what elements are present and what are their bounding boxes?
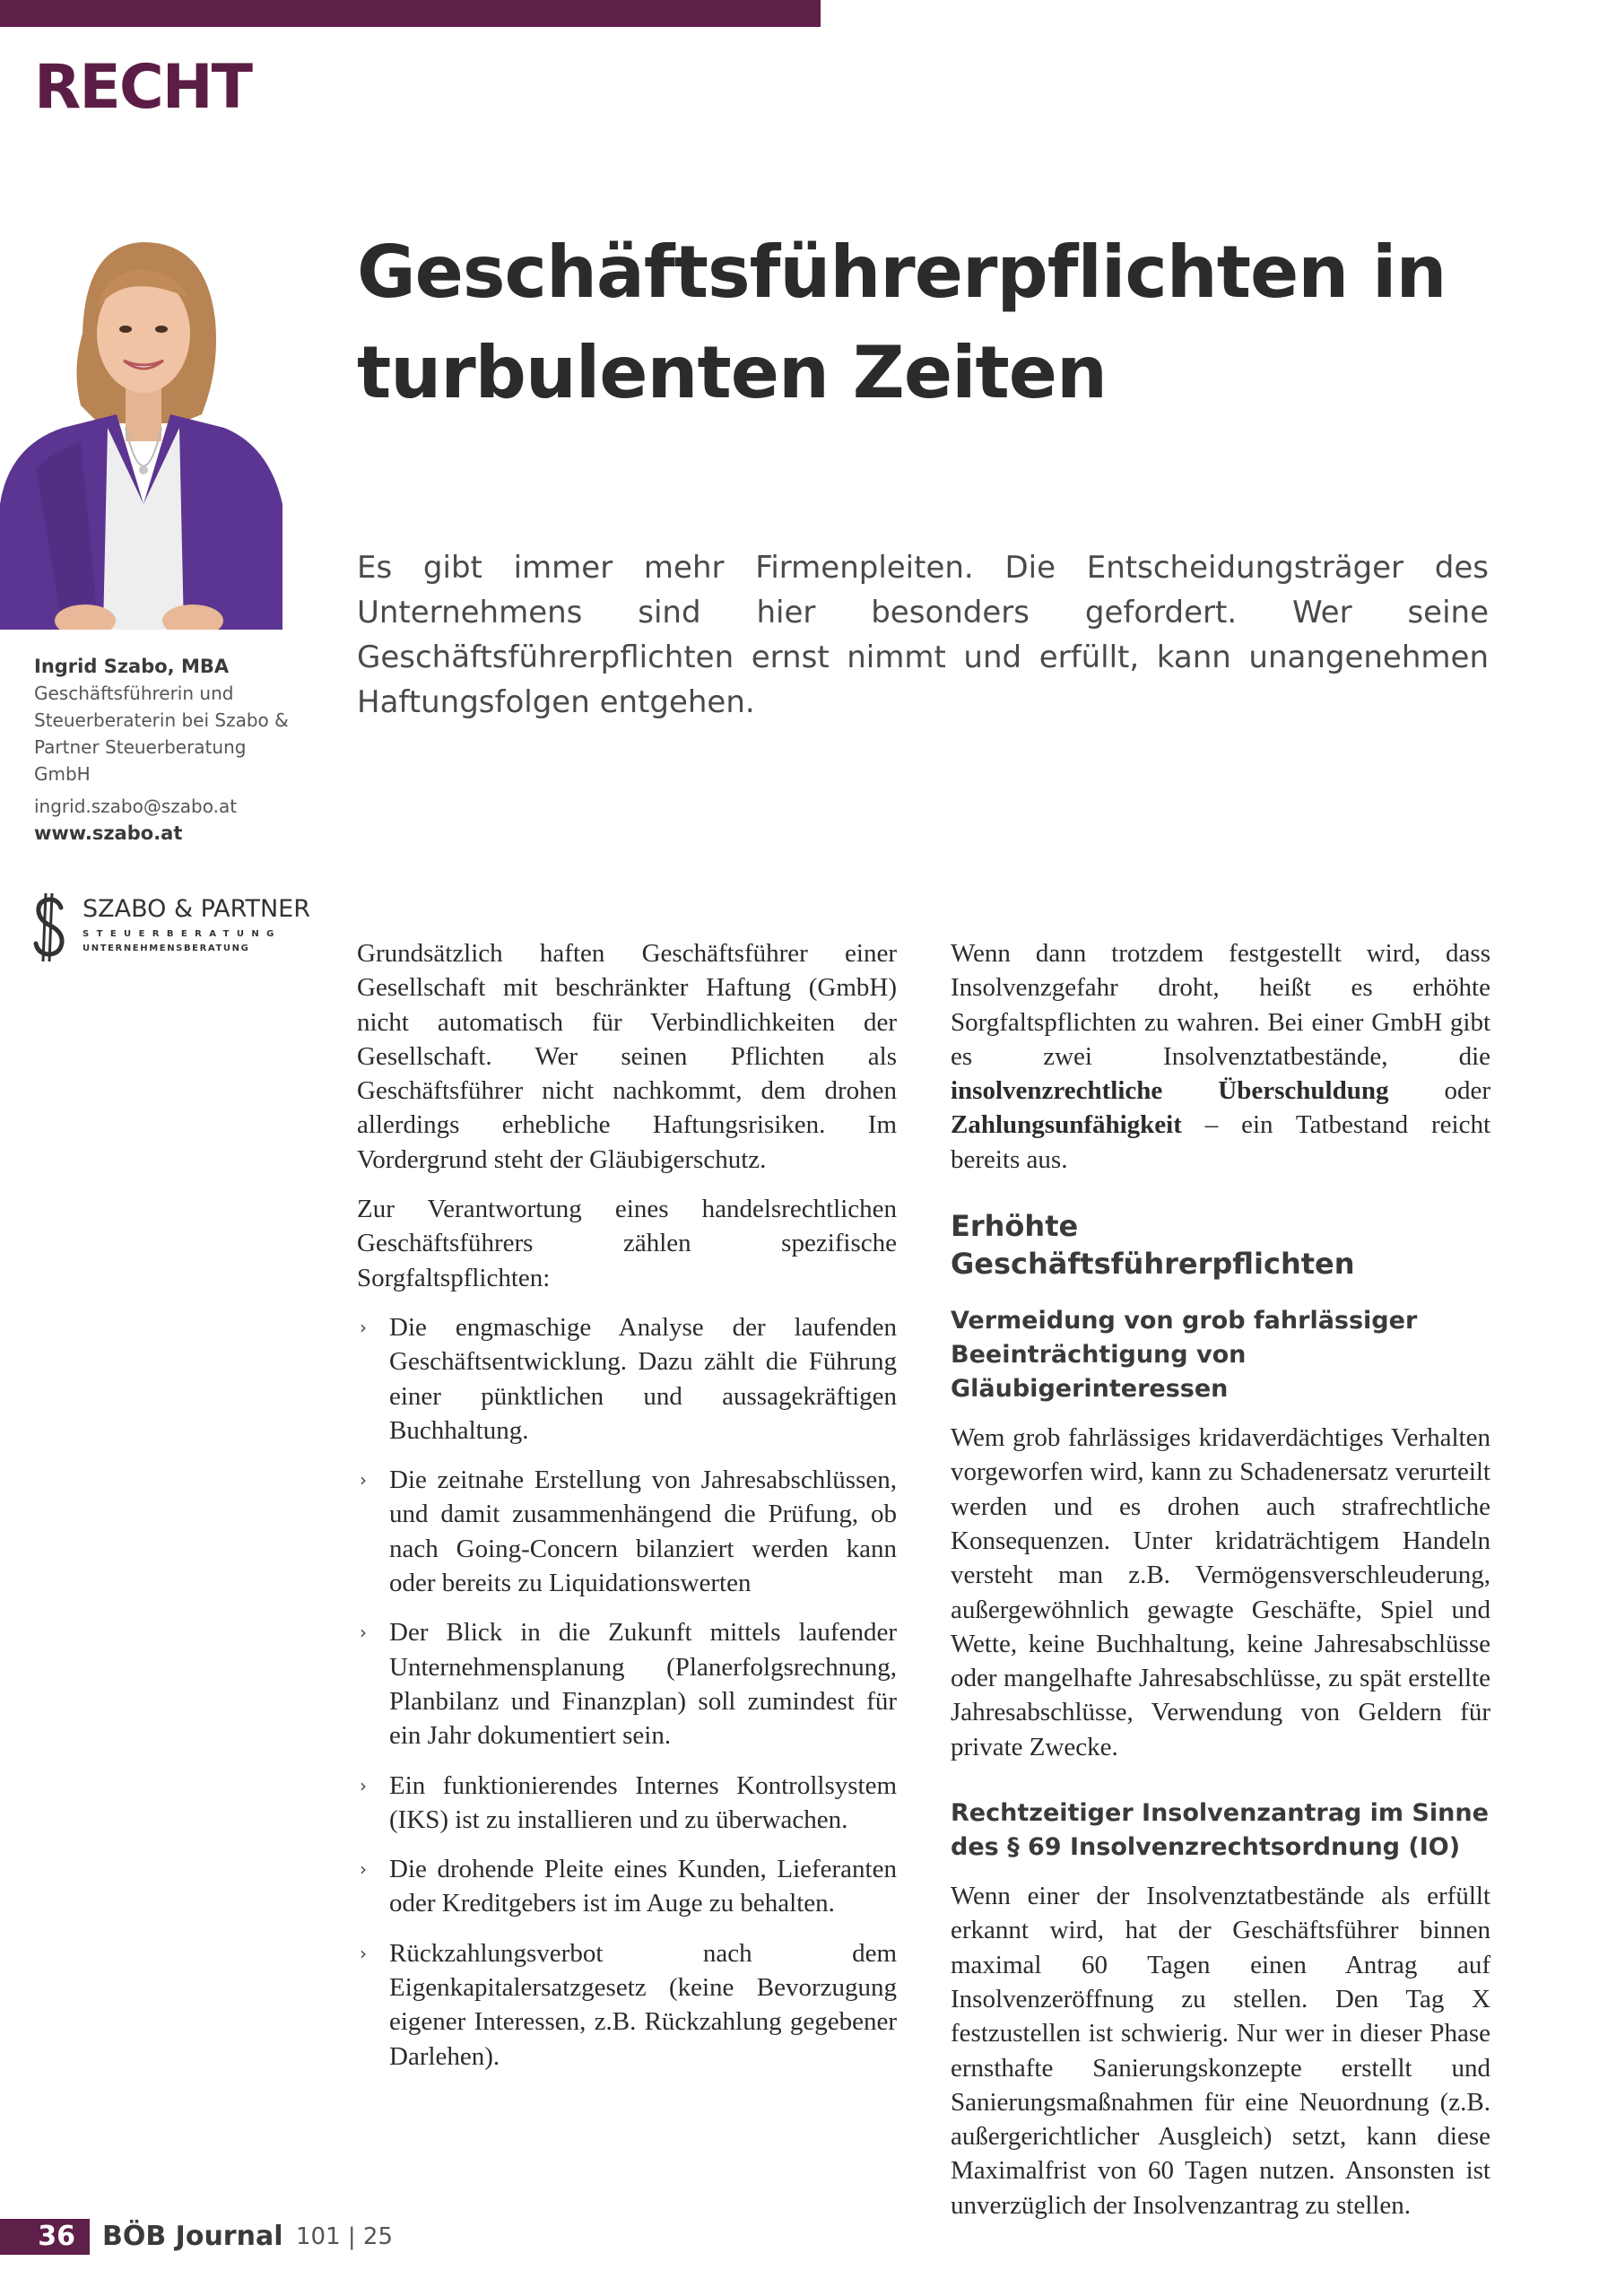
list-item-text: Die engmaschige Analyse der laufenden Geschäftsentwicklung. Dazu zählt die Führung einer pünktlichen und aussagekräftigen Buchhaltung. [389, 1312, 897, 1445]
page-number-box [0, 2219, 90, 2255]
company-logo [30, 891, 310, 963]
body-column-left [357, 936, 897, 2074]
author-email: ingrid.szabo@szabo.at [34, 796, 238, 817]
logo-name: SZABO & PARTNER [83, 895, 310, 923]
subsection-heading: Vermeidung von grob fahrlässiger Beeinträchtigung von Gläubigerinteressen [951, 1307, 1418, 1404]
page-number: 36 [38, 2221, 75, 2252]
arrowhead-bullet-icon: › [360, 1774, 367, 1796]
logo-subline-2: UNTERNEHMENSBERATUNG [83, 944, 250, 953]
portrait-image [0, 235, 282, 630]
article-lead: Es gibt immer mehr Firmenpleiten. Die Entscheidungsträger des Unternehmens sind hier besonders gefordert. Wer seine Geschäftsführerpflichten ernst nimmt und erfüllt, kann unangenehmen Haftungsfolgen entgehen. [357, 550, 1489, 720]
arrowhead-bullet-icon: › [360, 1469, 367, 1492]
body-paragraph: Grundsätzlich haften Geschäftsführer einer Gesellschaft mit beschränkter Haftung (GmbH) nicht automatisch für Verbindlichkeiten der Gesellschaft. Wer seinen Pflichten als Geschäftsführer nicht nachkommt, dem drohen allerdings erhebliche Haftungsrisiken. Im Vordergrund steht der Gläubigerschutz. [357, 939, 897, 1174]
body-paragraph: Wem grob fahrlässiges kridaverdächtiges Verhalten vorgeworfen wird, kann zu Schadenersatz verurteilt werden und es drohen auch strafrechtliche Konsequenzen. Unter kridaträchtigem Handeln versteht man z.B. Vermögensverschleuderung, außergewöhnlich gewagte Geschäfte, Spiel und Wette, keine Buchhaltung, keine Jahresabschlüsse oder mangelhafte Jahresabschlüsse, zu spät erstellte Jahresabschlüsse, Verwendung von Geldern für private Zwecke. [951, 1423, 1490, 1761]
body-column-right [951, 936, 1490, 2222]
page-footer [0, 2219, 538, 2255]
text-run: – ein Tatbestand reicht bereits aus. [951, 1110, 1490, 1174]
list-item [357, 1310, 897, 1448]
author-website: www.szabo.at [34, 822, 183, 844]
body-paragraph [951, 936, 1490, 1177]
duties-list [357, 1310, 897, 2074]
author-portrait [0, 235, 282, 630]
list-item-text: Der Blick in die Zukunft mittels laufender Unternehmensplanung (Planerfolgsrechnung, Planbilanz und Finanzplan) soll zumindest für ein Jahr dokumentiert sein. [389, 1618, 897, 1751]
list-item [357, 1769, 897, 1838]
list-item-text: Die zeitnahe Erstellung von Jahresabschlüssen, und damit zusammenhängend die Prüfung, ob nach Going-Concern bilanziert werden kann oder bereits zu Liquidationswerten [389, 1465, 897, 1598]
section-heading: Erhöhte Geschäftsführerpflichten [951, 1209, 1355, 1282]
journal-name: BÖB Journal [102, 2221, 283, 2252]
text-run: Wenn dann trotzdem festgestellt wird, dass Insolvenzgefahr droht, heißt es erhöhte Sorgfaltspflichten zu wahren. Bei einer GmbH gibt es zwei Insolvenztatbestände, die [951, 939, 1490, 1071]
list-item [357, 1852, 897, 1921]
arrowhead-bullet-icon: › [360, 1622, 367, 1644]
emphasis-text: Zahlungsunfähigkeit [951, 1110, 1182, 1140]
list-item-text: Rückzahlungsverbot nach dem Eigenkapitalersatzgesetz (keine Bevorzugung eigener Interessen, z.B. Rückzahlung gegebener Darlehen). [389, 1938, 897, 2071]
logo-subline-1: STEUERBERATUNG [83, 929, 282, 939]
body-paragraph: Wenn einer der Insolvenztatbestände als erfüllt erkannt wird, hat der Geschäftsführer binnen maximal 60 Tagen einen Antrag auf Insolvenzeröffnung zu stellen. Den Tag X festzustellen ist schwierig. Nur wer in dieser Phase ernsthafte Sanierungskonzepte erstellt und Sanierungsmaßnahmen für eine Neuordnung (z.B. außergerichtlicher Ausgleich) setzt, kann diese Maximalfrist von 60 Tagen nutzen. Ansonsten ist unverzüglich der Insolvenzantrag zu stellen. [951, 1882, 1490, 2220]
top-accent-bar [0, 0, 821, 27]
article-title: Geschäftsführerpflichten in turbulenten Zeiten [357, 230, 1447, 414]
subsection-heading: Rechtzeitiger Insolvenzantrag im Sinne des § 69 Insolvenzrechtsordnung (IO) [951, 1799, 1489, 1862]
list-item [357, 1615, 897, 1752]
list-item [357, 1463, 897, 1600]
arrowhead-bullet-icon: › [360, 1858, 367, 1881]
section-label: RECHT [34, 52, 252, 123]
author-info [34, 653, 294, 847]
list-item-text: Ein funktionierendes Internes Kontrollsystem (IKS) ist zu installieren und zu überwachen. [389, 1770, 897, 1834]
author-name: Ingrid Szabo, MBA [34, 656, 230, 677]
body-paragraph: Zur Verantwortung eines handelsrechtlichen Geschäftsführers zählen spezifische Sorgfaltspflichten: [357, 1195, 897, 1292]
list-item-text: Die drohende Pleite eines Kunden, Lieferanten oder Kreditgebers ist im Auge zu behalten. [389, 1855, 897, 1918]
list-item [357, 1936, 897, 2074]
emphasis-text: insolvenzrechtliche Überschuldung [951, 1076, 1389, 1106]
arrowhead-bullet-icon: › [360, 1942, 367, 1964]
dollar-sign-logo-icon [30, 891, 70, 963]
arrowhead-bullet-icon: › [360, 1316, 367, 1338]
text-run: oder [1388, 1076, 1490, 1106]
issue-number: 101 | 25 [296, 2223, 393, 2250]
author-role: Geschäftsführerin und Steuerberaterin bei Szabo & Partner Steuerberatung GmbH [34, 683, 289, 785]
